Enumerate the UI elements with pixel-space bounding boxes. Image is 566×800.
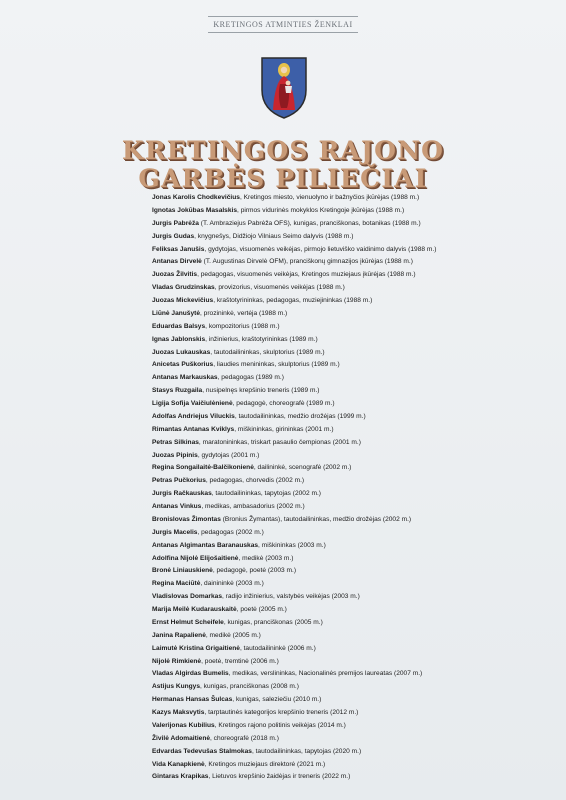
list-item (152, 450, 532, 463)
citizen-description: , kunigas, saleziečiu (2010 m.) (232, 696, 322, 704)
list-item (152, 321, 532, 334)
citizen-name: Juozas Žilvitis (152, 271, 198, 279)
citizen-name: Juozas Pipinis (152, 451, 198, 459)
series-header (0, 16, 566, 33)
list-item (152, 359, 532, 372)
citizen-description: , tautodailininkas, tapytojas (2020 m.) (251, 747, 362, 755)
citizen-name: Kazys Maksvytis (152, 709, 205, 716)
citizen-name: Nijolė Rimkienė (152, 657, 202, 665)
citizen-name: Petras Silkinas (152, 438, 199, 446)
citizen-name: Edvardas Tedevušas Stalmokas (152, 747, 252, 755)
citizen-description: , liaudies menininkas, skulptorius (1989 m.) (213, 361, 340, 369)
list-item (152, 295, 532, 308)
citizen-description: , gydytojas, visuomenės veikėjas, pirmojo lietuviško vaidinimo dalyvis (1988 m.) (204, 245, 437, 253)
citizen-name: Feliksas Janušis (152, 245, 205, 253)
citizen-name: Jonas Karolis Chodkevičius (152, 194, 240, 201)
citizen-description: , pedagogas, visuomenės veikėjas, Kretingos muziejaus įkūrėjas (1988 m.) (197, 271, 416, 279)
list-item (152, 308, 532, 321)
citizen-description: , tautodailininkas, skulptorius (1989 m.) (210, 348, 325, 356)
list-item (152, 681, 532, 694)
coat-of-arms-icon (259, 56, 309, 120)
citizen-description: , Kretingos miesto, vienuolyno ir bažnyčios įkūrėjas (1988 m.) (239, 194, 420, 201)
citizen-name: Laimutė Kristina Grigaitienė (152, 644, 240, 652)
list-item (152, 565, 532, 578)
list-item (152, 462, 532, 475)
list-item (152, 604, 532, 617)
citizen-name: Antanas Vinkus (152, 503, 202, 510)
list-item (152, 269, 532, 282)
citizen-description: , medikė (2005 m.) (205, 631, 261, 639)
list-item (152, 759, 532, 772)
citizen-name: Živilė Adomaitienė (152, 734, 211, 742)
citizen-description: , medikas, verslininkas, Nacionalinės premijos laureatas (2007 m.) (228, 670, 423, 678)
citizen-name: Ligija Sofija Vaičiulėnienė (152, 400, 233, 407)
citizen-name: Antanas Dirvelė (152, 258, 202, 266)
citizen-description: , gydytojas (2001 m.) (197, 451, 260, 459)
citizen-description: , pedagogas, chorvedis (2002 m.) (205, 477, 305, 485)
citizen-description: , pedagogė, choreografė (1989 m.) (232, 400, 335, 407)
list-item (152, 501, 532, 514)
citizen-description: , pedagogas (1989 m.) (217, 374, 284, 382)
citizen-name: Gintaras Krapikas (152, 773, 209, 781)
citizen-name: Valerijonas Kubilius (152, 721, 215, 729)
list-item (152, 256, 532, 269)
citizen-description: , tarptautinės kategorijos krepšinio treneris (2012 m.) (204, 709, 359, 716)
citizen-description: , miškininkas, girininkas (2001 m.) (234, 425, 334, 433)
citizen-description: , prozininkė, vertėja (1988 m.) (200, 309, 288, 317)
list-item (152, 488, 532, 501)
list-item (152, 720, 532, 733)
citizen-description: , kunigas, pranciškonas (2005 m.) (223, 618, 323, 626)
list-item (152, 643, 532, 656)
citizen-name: Hermanas Hansas Šulcas (152, 696, 233, 704)
list-item (152, 514, 532, 527)
list-item (152, 218, 532, 231)
list-item (152, 553, 532, 566)
top-divider (208, 16, 358, 17)
citizen-description: , pedagogė, poetė (2003 m.) (212, 567, 297, 575)
citizen-description: , medikas, ambasadorius (2002 m.) (201, 503, 305, 510)
citizen-description: , radijo inžinierius, valstybės veikėjas (2003 m.) (222, 593, 360, 601)
list-item (152, 192, 532, 205)
citizen-description: , maratonininkas, triskart pasaulio čempionas (2001 m.) (198, 438, 361, 446)
citizen-description: , tautodailininkas, tapytojas (2002 m.) (211, 490, 321, 498)
citizen-name: Juozas Mickevičius (152, 297, 214, 304)
list-item (152, 424, 532, 437)
citizen-name: Juozas Lukauskas (152, 348, 211, 356)
citizen-name: Regina Songailaitė-Balčikonienė (152, 464, 254, 472)
list-item (152, 694, 532, 707)
citizen-description: , Kretingos muziejaus direktorė (2021 m.) (204, 760, 326, 768)
citizen-description: , pirmos vidurinės mokyklos Kretingoje įkūrėjas (1988 m.) (237, 206, 405, 214)
citizen-name: Vladas Grudzinskas (152, 284, 215, 292)
series-title: KRETINGOS ATMINTIES ŽENKLAI (213, 20, 353, 29)
list-item (152, 617, 532, 630)
list-item (152, 733, 532, 746)
list-item (152, 527, 532, 540)
citizen-name: Rimantas Antanas Kviklys (152, 425, 235, 433)
citizen-description: , miškininkas (2003 m.) (258, 541, 326, 549)
list-item (152, 707, 532, 720)
citizen-name: Vida Kanapkienė (152, 760, 205, 768)
citizen-description: , pedagogas (2002 m.) (197, 528, 264, 536)
citizen-name: Liūnė Janušytė (152, 309, 201, 317)
citizen-name: Stasys Ruzgaila (152, 387, 203, 395)
citizen-name: Jurgis Račkauskas (152, 490, 212, 498)
citizen-description: , kunigas, pranciškonas (2008 m.) (200, 683, 299, 691)
citizen-description: , poetė, tremtinė (2006 m.) (201, 657, 279, 665)
citizen-name: Janina Rapalienė (152, 631, 206, 639)
list-item (152, 578, 532, 591)
list-item (152, 746, 532, 759)
list-item (152, 591, 532, 604)
citizen-name: Jurgis Pabrėža (152, 219, 199, 227)
citizen-name: Ernst Helmut Scheifele (152, 618, 224, 626)
citizen-description: , tautodailininkas, medžio drožėjas (1999 m.) (234, 412, 366, 420)
citizen-name: Adolfina Nijolė Elijošaitienė (152, 554, 239, 562)
list-item (152, 668, 532, 681)
citizen-name: Eduardas Balsys (152, 322, 206, 330)
list-item (152, 656, 532, 669)
citizen-name: Jurgis Macelis (152, 528, 198, 536)
bottom-divider (208, 32, 358, 33)
citizen-list (152, 192, 532, 784)
citizen-description: (T. Ambraziejus Pabrėža OFS), kunigas, pranciškonas, botanikas (1988 m.) (198, 219, 421, 227)
list-item (152, 205, 532, 218)
citizen-description: , inžinierius, kraštotyrininkas (1989 m.) (205, 335, 318, 343)
citizen-description: , medikė (2003 m.) (238, 554, 294, 562)
citizen-description: , provizorius, visuomenės veikėjas (1988 m.) (214, 284, 345, 292)
list-item (152, 771, 532, 784)
citizen-description: , tautodailininkė (2006 m.) (239, 644, 316, 652)
citizen-name: Ignas Jablonskis (152, 335, 206, 343)
list-item (152, 282, 532, 295)
citizen-name: Bronislovas Žimontas (152, 515, 221, 523)
citizen-name: Bronė Liniauskienė (152, 567, 213, 575)
citizen-description: , choreografė (2018 m.) (210, 734, 279, 742)
title-line-1: KRETINGOS RAJONO (121, 136, 445, 165)
list-item (152, 437, 532, 450)
citizen-description: , kompozitorius (1988 m.) (205, 322, 280, 330)
citizen-name: Petras Pučkorius (152, 477, 206, 485)
citizen-description: , knygnešys, Didžiojo Vilniaus Seimo dalyvis (1988 m.) (194, 232, 354, 240)
citizen-name: Astijus Kungys (152, 683, 200, 691)
list-item (152, 385, 532, 398)
citizen-name: Vladislovas Domarkas (152, 593, 223, 601)
citizen-name: Vladas Algirdas Bumelis (152, 670, 229, 678)
citizen-description: , dainininkė (2003 m.) (200, 580, 264, 588)
citizen-description: , kraštotyrininkas, pedagogas, muziejininkas (1988 m.) (213, 297, 373, 304)
list-item (152, 347, 532, 360)
list-item (152, 411, 532, 424)
citizen-description: , Lietuvos krepšinio žaidėjas ir treneris (2022 m.) (208, 773, 351, 781)
list-item (152, 372, 532, 385)
citizen-name: Jurgis Gudas (152, 232, 195, 240)
list-item (152, 540, 532, 553)
citizen-description: (Bronius Žymantas), tautodailininkas, medžio drožėjas (2002 m.) (220, 515, 412, 523)
citizen-name: Adolfas Andriejus Viluckis (152, 412, 235, 420)
list-item (152, 334, 532, 347)
list-item (152, 244, 532, 257)
citizen-description: , dailininkė, scenografė (2002 m.) (253, 464, 352, 472)
citizen-description: , nusipelnęs krepšinio treneris (1989 m.) (202, 387, 320, 395)
citizen-name: Regina Maciūtė (152, 580, 201, 588)
list-item (152, 231, 532, 244)
list-item (152, 630, 532, 643)
citizen-name: Antanas Markauskas (152, 374, 218, 382)
citizen-name: Antanas Algimantas Baranauskas (152, 541, 259, 549)
page-title (0, 137, 566, 193)
citizen-description: , poetė (2005 m.) (236, 606, 287, 613)
citizen-description: (T. Augustinas Dirvelė OFM), pranciškonų gimnazijos įkūrėjas (1988 m.) (201, 258, 413, 266)
title-line-2: GARBĖS PILIEČIAI (138, 164, 428, 193)
citizen-name: Ignotas Jokūbas Masalskis (152, 206, 238, 214)
list-item (152, 475, 532, 488)
citizen-description: , Kretingos rajono politinis veikėjas (2014 m.) (214, 721, 346, 729)
citizen-name: Marija Meilė Kudarauskaitė (152, 606, 237, 613)
list-item (152, 398, 532, 411)
citizen-name: Anicetas Puškorius (152, 361, 214, 369)
